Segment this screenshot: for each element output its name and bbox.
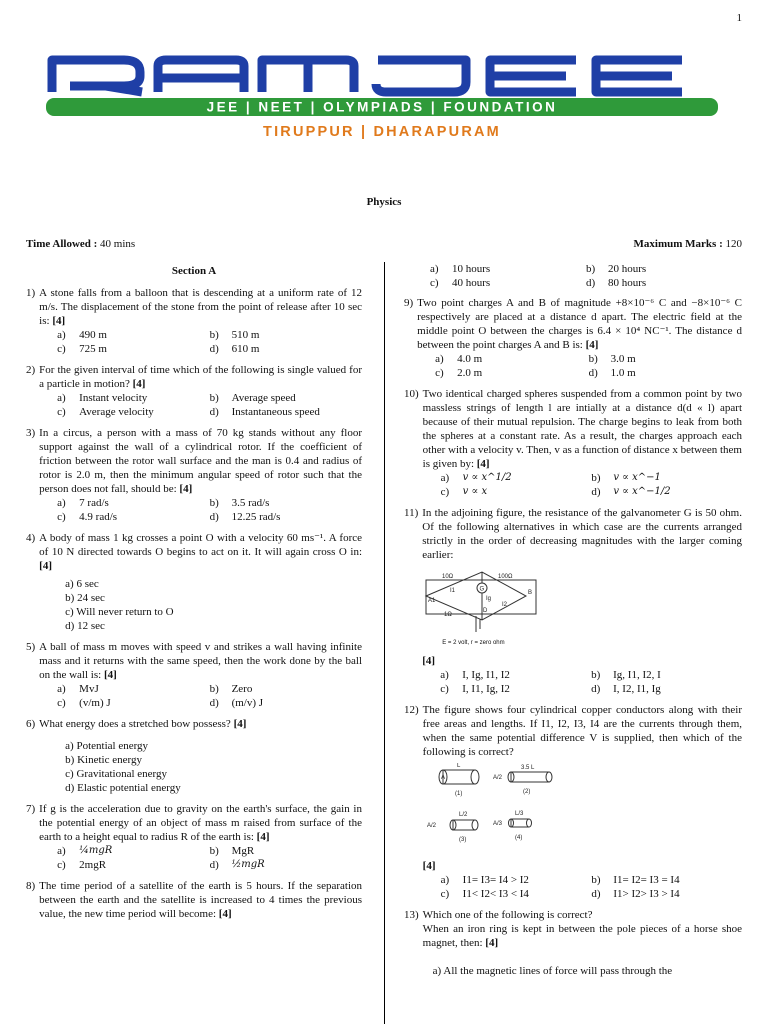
question-9: 9) Two point charges A and B of magnitude +8×10⁻⁶ C and −8×10⁻⁶ C respectively are placed at a distance d apart. The electric field at the middle point O between the charges is 6.4 × 10⁴ NC⁻¹. The distance d between the point charges A and B is: [4] a) 4.0 m b) 3.0 m c) 2.0 m d) 1.0 m	[404, 297, 742, 379]
question-8: 8) The time period of a satellite of the earth is 5 hours. If the separation between the earth and the satellite is increased to 4 times the previous value, the new time period will become: [4]	[26, 880, 362, 920]
logo-letter-m	[262, 60, 354, 92]
fig-r1: 10Ω	[442, 574, 454, 580]
logo-letter-e1	[490, 60, 576, 92]
question-1: 1) A stone falls from a balloon that is descending at a uniform rate of 12 m/s. The displacement of the stone from the point of release after 10 sec is: [4] a) 490 m b) 510 m c) 725 m d) 610 m	[26, 287, 362, 355]
fig-c2: (2)	[522, 789, 531, 795]
question-12: 12) The figure shows four cylindrical copper conductors along with their free areas and lengths. If I1, I2, I3, I4 are the currents through them, when the same potential difference V is supplied, then which of the following is correct? L 3.5 L L/2 L/3 A A/2 A/2 A/3 (1) (2) (3) (4) [4] a) I1= I3= I4 > I2 b) I1= I2= I3 = I4 c) I1< I2< I3 < I4 d) I1> I2> I3 > I4	[404, 704, 742, 900]
question-7: 7) If g is the acceleration due to gravity on the earth's surface, the gain in the potential energy of an object of mass m raised from surface of the earth to a height equal to radius R of the earth is: [4] a) ¼mgR b) MgR c) 2mgR d) ½mgR	[26, 803, 362, 871]
option: c) Gravitational energy	[65, 768, 167, 780]
time-allowed: Time Allowed : 40 mins	[26, 238, 136, 250]
fig-l4: L/3	[514, 811, 524, 817]
fig-l1: L	[456, 763, 461, 769]
question-8-options: a) 10 hours b) 20 hours c) 40 hours d) 80 hours	[430, 263, 647, 289]
option: a) Potential energy	[65, 740, 149, 752]
question-2: 2) For the given interval of time which of the following is single valued for a particle in motion? [4] a) Instant velocity b) Average speed c) Average velocity d) Instantaneous speed	[26, 364, 362, 418]
fig-a: A1	[428, 598, 436, 604]
option: c) Will never return to O	[65, 606, 174, 618]
option: b) 24 sec	[65, 592, 105, 604]
logo-letter-j	[376, 60, 466, 92]
logo-letter-r	[52, 60, 142, 92]
fig-c1: (1)	[454, 791, 463, 797]
wheatstone-bridge-figure	[422, 566, 542, 636]
logo-location: TIRUPPUR | DHARAPURAM	[263, 124, 501, 140]
fig-ig: Ig	[486, 596, 492, 602]
option: a) 6 sec	[65, 578, 99, 590]
fig-g: G	[479, 586, 485, 593]
fig-i2: I2	[502, 602, 508, 608]
question-3: 3) In a circus, a person with a mass of 70 kg stands without any floor support against the wall of a cylindrical rotor. If the coefficient of friction between the rotor wall surface and the man is 0.4 and radius of rotor is 2.0 m, then the minimum angular speed of rotor such that the person does not fall, should be: [4] a) 7 rad/s b) 3.5 rad/s c) 4.9 rad/s d) 12.25 rad/s	[26, 427, 362, 523]
logo-tagline: JEE | NEET | OLYMPIADS | FOUNDATION	[206, 99, 558, 115]
question-10: 10) Two identical charged spheres suspended from a common point by two massless strings of length l are intially at a distance d(d « l) apart because of their mutual repulsion. The charge begins to leak from both the spheres at a constant rate. As a result, the charges approach each other with a velocity v. Then, v as a function of distance x between them is given by: [4] a) v ∝ x^1/2 b) v ∝ x^−1 c) v ∝ x d) v ∝ x^−1/2	[404, 388, 742, 498]
figure-caption: E = 2 volt, r = zero ohm	[442, 640, 505, 646]
option: b) Kinetic energy	[65, 754, 142, 766]
subject-title: Physics	[366, 196, 402, 208]
section-heading: Section A	[171, 265, 217, 277]
maximum-marks: Maximum Marks : 120	[633, 238, 742, 250]
question-13: 13) Which one of the following is correct? When an iron ring is kept in between the pole pieces of a horse shoe magnet, then: [4] a) All the magnetic lines of force will pass through the	[404, 909, 742, 977]
fig-d: D	[483, 608, 488, 614]
right-column	[404, 262, 742, 985]
fig-r3: 1Ω	[444, 612, 453, 618]
copper-conductors-figure	[423, 763, 553, 855]
option: d) 12 sec	[65, 620, 105, 632]
column-divider	[384, 262, 385, 1024]
fig-a2: A/2	[492, 775, 502, 781]
fig-a4: A/3	[492, 821, 502, 827]
fig-r2: 100Ω	[498, 574, 513, 580]
fig-a1: A	[440, 775, 445, 781]
fig-i1: I1	[450, 588, 456, 594]
logo-letter-a	[158, 60, 244, 92]
question-11: 11) In the adjoining figure, the resistance of the galvanometer G is 50 ohm. Of the following alternatives in which case are the currents arranged strictly in the order of decreasing magnitudes with the larger coming earlier: 10Ω 100Ω 1Ω G I1 I2 Ig A1 B D E = 2 volt, r = zero ohm [4] a) I, Ig, I1, I2 b) Ig, I1, I2, I c) I, I1, Ig, I2 d) I, I2, I1, Ig	[404, 507, 742, 695]
fig-a3: A/2	[426, 823, 436, 829]
fig-c4: (4)	[514, 835, 523, 841]
left-column	[26, 264, 362, 928]
ramjee-logo	[46, 52, 726, 142]
fig-l3: L/2	[458, 812, 468, 818]
question-6: 6) What energy does a stretched bow possess? [4] a) Potential energy b) Kinetic energy c) Gravitational energy d) Elastic potential energy	[26, 717, 362, 795]
fig-l2: 3.5 L	[520, 765, 535, 771]
question-5: 5) A ball of mass m moves with speed v and strikes a wall having infinite mass and it returns with the same speed, then the work done by the ball on the wall is: [4] a) MvJ b) Zero c) (v/m) J d) (m/v) J	[26, 641, 362, 709]
option: a) All the magnetic lines of force will pass through the	[432, 965, 673, 977]
question-4: 4) A body of mass 1 kg crosses a point O with a velocity 60 ms⁻¹. A force of 10 N directed towards O begins to act on it. It will again cross O in: [4] a) 6 sec b) 24 sec c) Will never return to O d) 12 sec	[26, 532, 362, 632]
fig-c3: (3)	[458, 837, 467, 843]
page-number: 1	[736, 12, 742, 24]
fig-b: B	[528, 590, 533, 596]
logo-letter-e2	[596, 60, 682, 92]
option: d) Elastic potential energy	[65, 782, 181, 794]
